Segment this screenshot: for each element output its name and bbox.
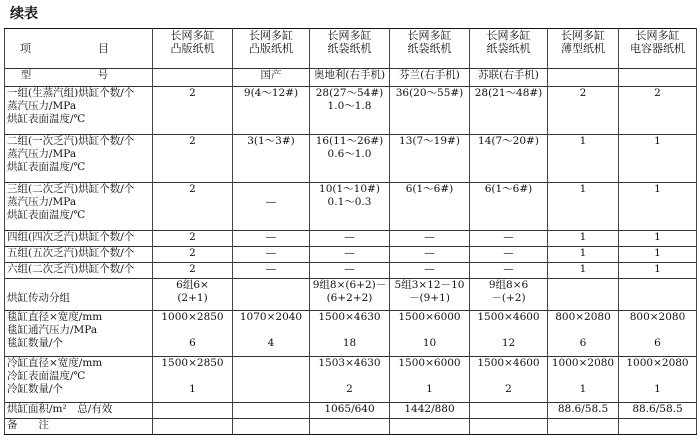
cell-line	[392, 324, 467, 337]
cell-line: 6组6×	[176, 279, 209, 291]
col-subtitle: 电容器纸机	[630, 42, 685, 55]
data-cell	[233, 247, 310, 263]
cell-line: —	[344, 247, 355, 259]
table-row	[5, 357, 697, 403]
data-cell	[548, 403, 619, 419]
cell-line: 1000×2080	[626, 357, 689, 369]
cell-line: —	[344, 231, 355, 243]
table-row	[5, 231, 697, 247]
cell-line: 1500×4630	[318, 311, 381, 323]
model-cell	[390, 69, 470, 87]
cell-line: 9组8×6	[488, 279, 529, 291]
cell-line: 0.6～1.0	[327, 148, 372, 160]
cell-line: 4	[267, 337, 275, 349]
data-cell	[470, 87, 548, 135]
data-cell	[153, 357, 233, 403]
data-cell	[390, 231, 470, 247]
table-row	[5, 69, 697, 87]
cell-line: 6	[189, 337, 196, 349]
data-cell	[310, 403, 390, 419]
col-subtitle: 薄型纸机	[561, 42, 605, 55]
data-cell	[470, 231, 548, 247]
data-cell	[390, 183, 470, 231]
cell-line: 0.1～0.3	[327, 196, 372, 208]
col-subtitle: 纸袋纸机	[407, 42, 452, 55]
model-value	[550, 69, 616, 82]
item-header: 项 目	[20, 42, 137, 55]
cell-line: 2	[189, 135, 196, 147]
cell-line: 1	[189, 383, 196, 395]
col-subtitle: 纸袋纸机	[486, 42, 531, 55]
data-cell	[310, 247, 390, 263]
data-cell	[390, 357, 470, 403]
data-cell	[470, 311, 548, 357]
cell-line: 1503×4630	[318, 357, 381, 369]
data-cell	[310, 183, 390, 231]
model-value: 国产	[260, 69, 282, 81]
col-subtitle: 纸袋纸机	[327, 42, 372, 55]
cell-line: 三组(二次乏汽)烘缸个数/个	[7, 183, 135, 195]
column-header	[619, 29, 697, 69]
model-value: 芬兰(右手机)	[399, 69, 460, 81]
data-cell	[619, 419, 697, 435]
row-label-text: 六组(二次乏汽)烘缸个数/个	[7, 263, 135, 275]
cell-line	[155, 324, 230, 337]
cell-line: 5组3×12－10	[394, 279, 465, 291]
cell-line	[550, 324, 616, 337]
spec-table	[4, 28, 697, 435]
column-header	[153, 29, 233, 69]
cell-line: 冷缸数量/个	[7, 383, 64, 395]
cell-line: (2+1)	[177, 292, 208, 304]
table-row	[5, 29, 697, 69]
data-cell	[390, 135, 470, 183]
cell-line: 毯缸数量/个	[7, 337, 64, 349]
cell-line: (6+2+2)	[326, 292, 373, 304]
data-cell	[153, 263, 233, 279]
data-cell	[548, 135, 619, 183]
cell-line	[392, 370, 467, 383]
row-label	[5, 87, 153, 135]
data-cell	[233, 135, 310, 183]
cell-line: 1	[654, 183, 661, 195]
cell-line: 1442/880	[404, 403, 455, 415]
cell-line: 烘缸表面温度/℃	[7, 161, 86, 173]
data-cell	[548, 279, 619, 311]
table-row	[5, 263, 697, 279]
cell-line: 12	[501, 337, 516, 349]
model-value: 苏联(右手机)	[478, 69, 539, 81]
model-cell	[619, 69, 697, 87]
cell-line	[312, 324, 387, 337]
data-cell	[310, 279, 390, 311]
col-title: 长网多缸	[170, 29, 215, 42]
data-cell	[310, 263, 390, 279]
cell-line: —	[503, 263, 514, 275]
data-cell	[153, 135, 233, 183]
model-cell	[470, 69, 548, 87]
page-title: 续表	[10, 6, 38, 22]
data-cell	[619, 135, 697, 183]
cell-line: 1	[579, 247, 587, 259]
cell-line: 1	[579, 263, 587, 275]
row-label	[5, 247, 153, 263]
cell-line: 1065/640	[324, 403, 375, 415]
cell-line: －(+2)	[491, 292, 526, 304]
cell-line: 蒸汽压力/MPa	[7, 196, 77, 208]
row-label	[5, 419, 153, 435]
cell-line: —	[265, 196, 277, 208]
data-cell	[548, 87, 619, 135]
cell-line: —	[344, 263, 355, 275]
table-row	[5, 403, 697, 419]
cell-line: —	[503, 231, 514, 243]
cell-line: 6	[654, 337, 661, 349]
data-cell	[619, 87, 697, 135]
header-model	[5, 69, 153, 87]
data-cell	[470, 183, 548, 231]
cell-line: 88.6/58.5	[557, 403, 609, 415]
data-cell	[548, 247, 619, 263]
cell-line: 1500×6000	[398, 357, 461, 369]
cell-line: 13(7～19#)	[399, 135, 460, 147]
col-title: 长网多缸	[407, 29, 452, 42]
data-cell	[390, 279, 470, 311]
data-cell	[310, 231, 390, 247]
data-cell	[470, 263, 548, 279]
cell-line: 2	[505, 383, 512, 395]
cell-line: 28(21～48#)	[474, 87, 543, 99]
data-cell	[153, 183, 233, 231]
data-cell	[153, 87, 233, 135]
data-cell	[310, 357, 390, 403]
cell-line: 1	[579, 383, 587, 395]
table-row	[5, 247, 697, 263]
cell-line: —	[265, 231, 277, 243]
col-title: 长网多缸	[327, 29, 372, 42]
row-label	[5, 311, 153, 357]
cell-line: —	[424, 231, 435, 243]
cell-line	[472, 370, 545, 383]
col-subtitle: 凸版纸机	[170, 42, 215, 55]
cell-line: 2	[189, 263, 196, 275]
column-header	[548, 29, 619, 69]
data-cell	[153, 403, 233, 419]
data-cell	[233, 311, 310, 357]
data-cell	[619, 183, 697, 231]
cell-line	[621, 324, 694, 337]
model-cell	[548, 69, 619, 87]
model-cell	[233, 69, 310, 87]
data-cell	[153, 247, 233, 263]
cell-line: 蒸汽压力/MPa	[7, 100, 77, 112]
cell-line: 1	[654, 263, 661, 275]
column-header	[470, 29, 548, 69]
col-title: 长网多缸	[486, 29, 531, 42]
data-cell	[619, 263, 697, 279]
cell-line: 1	[654, 135, 661, 147]
cell-line: 1	[654, 383, 661, 395]
table-row	[5, 279, 697, 311]
data-cell	[619, 357, 697, 403]
cell-line: 2	[189, 183, 196, 195]
cell-line	[621, 370, 694, 383]
cell-line	[472, 403, 545, 416]
data-cell	[390, 263, 470, 279]
data-cell	[619, 403, 697, 419]
data-cell	[310, 87, 390, 135]
cell-line: 1500×2850	[161, 357, 224, 369]
cell-line: 1500×4600	[477, 357, 540, 369]
column-header	[310, 29, 390, 69]
data-cell	[233, 403, 310, 419]
data-cell	[548, 231, 619, 247]
cell-line: 烘缸表面温度/℃	[7, 209, 86, 221]
col-title: 长网多缸	[561, 29, 605, 42]
column-header	[233, 29, 310, 69]
cell-line: 1000×2850	[161, 311, 224, 323]
row-label	[5, 135, 153, 183]
cell-line: 冷缸表面温度/℃	[7, 370, 86, 382]
cell-line: 16(11～26#)	[315, 135, 384, 147]
cell-line: 2	[654, 87, 661, 99]
data-cell	[619, 279, 697, 311]
cell-line: 2	[189, 247, 196, 259]
cell-line: 毯缸直径×宽度/mm	[7, 311, 103, 323]
model-value: 奥地利(右手机)	[313, 69, 386, 81]
cell-line: 2	[189, 231, 196, 243]
cell-line: 1	[579, 231, 587, 243]
row-label	[5, 183, 153, 231]
data-cell	[390, 247, 470, 263]
cell-line: 800×2080	[629, 311, 686, 323]
data-cell	[548, 311, 619, 357]
data-cell	[233, 263, 310, 279]
cell-line: 1.0～1.8	[327, 100, 372, 112]
data-cell	[619, 311, 697, 357]
table-row	[5, 311, 697, 357]
cell-line: 2	[579, 87, 587, 99]
cell-line: 1	[579, 135, 587, 147]
model-cell	[310, 69, 390, 87]
col-title: 长网多缸	[249, 29, 293, 42]
cell-line: 1	[579, 183, 587, 195]
cell-line	[235, 357, 307, 370]
cell-line: 蒸汽压力/MPa	[7, 148, 77, 160]
cell-line	[550, 370, 616, 383]
data-cell	[233, 87, 310, 135]
header-item	[5, 29, 153, 69]
cell-line: 3(1～3#)	[247, 135, 295, 147]
data-cell	[390, 419, 470, 435]
row-label	[5, 279, 153, 311]
data-cell	[153, 311, 233, 357]
cell-line: 6	[579, 337, 587, 349]
data-cell	[470, 403, 548, 419]
model-value	[621, 69, 694, 82]
row-label-text: 四组(四次乏汽)烘缸个数/个	[7, 231, 135, 243]
cell-line: 6(1～6#)	[405, 183, 454, 195]
cell-line: 10	[422, 337, 437, 349]
cell-line	[235, 183, 307, 196]
data-cell	[153, 419, 233, 435]
row-label-text: 烘缸传动分组	[7, 292, 70, 304]
row-label	[5, 231, 153, 247]
cell-line: 二组(一次乏汽)烘缸个数/个	[7, 135, 135, 147]
data-cell	[390, 87, 470, 135]
data-cell	[233, 231, 310, 247]
data-cell	[619, 247, 697, 263]
cell-line: 28(27～54#)	[315, 87, 384, 99]
cell-line: 14(7～20#)	[478, 135, 539, 147]
data-cell	[470, 247, 548, 263]
cell-line: 毯缸通汽压力/MPa	[7, 324, 98, 336]
data-cell	[310, 419, 390, 435]
table-row	[5, 135, 697, 183]
data-cell	[470, 135, 548, 183]
cell-line	[155, 370, 230, 383]
row-label-text: 烘缸面积/m² 总/有效	[7, 403, 113, 415]
data-cell	[233, 279, 310, 311]
data-cell	[310, 311, 390, 357]
cell-line: 6(1～6#)	[484, 183, 533, 195]
data-cell	[619, 231, 697, 247]
cell-line: －(9+1)	[409, 292, 450, 304]
data-cell	[233, 357, 310, 403]
cell-line: 9组8×(6+2)－	[312, 279, 387, 291]
table-row	[5, 183, 697, 231]
cell-line	[155, 403, 230, 416]
cell-line	[235, 403, 307, 416]
cell-line: —	[424, 247, 435, 259]
data-cell	[548, 183, 619, 231]
cell-line: 9(4～12#)	[243, 87, 299, 99]
cell-line: 18	[342, 337, 357, 349]
cell-line: 1500×6000	[398, 311, 461, 323]
cell-line	[621, 279, 694, 292]
cell-line: 冷缸直径×宽度/mm	[7, 357, 103, 369]
cell-line	[312, 370, 387, 383]
cell-line: 1	[654, 247, 661, 259]
cell-line: —	[503, 247, 514, 259]
cell-line: 1500×4600	[477, 311, 540, 323]
row-label	[5, 357, 153, 403]
cell-line	[235, 324, 307, 337]
data-cell	[470, 419, 548, 435]
cell-line: 1	[654, 231, 661, 243]
data-cell	[153, 231, 233, 247]
cell-line: 800×2080	[555, 311, 611, 323]
data-cell	[233, 183, 310, 231]
cell-line	[235, 279, 307, 292]
data-cell	[310, 135, 390, 183]
cell-line	[472, 324, 545, 337]
cell-line: 10(1～10#)	[319, 183, 380, 195]
model-value	[155, 69, 230, 82]
data-cell	[470, 357, 548, 403]
data-cell	[548, 419, 619, 435]
data-cell	[233, 419, 310, 435]
row-label	[5, 403, 153, 419]
table-row	[5, 419, 697, 435]
model-header: 型 号	[20, 69, 137, 81]
cell-line: —	[424, 263, 435, 275]
data-cell	[470, 279, 548, 311]
data-cell	[390, 403, 470, 419]
row-label	[5, 263, 153, 279]
col-subtitle: 凸版纸机	[249, 42, 293, 55]
cell-line: 2	[346, 383, 353, 395]
table-row	[5, 87, 697, 135]
model-cell	[153, 69, 233, 87]
cell-line: 2	[189, 87, 196, 99]
cell-line: 1000×2080	[551, 357, 615, 369]
cell-line: 36(20～55#)	[395, 87, 464, 99]
cell-line: 1070×2040	[239, 311, 303, 323]
cell-line	[550, 279, 616, 292]
notes-label: 备 注	[7, 419, 49, 431]
data-cell	[548, 357, 619, 403]
cell-line: 烘缸表面温度/℃	[7, 113, 86, 125]
cell-line: —	[265, 263, 277, 275]
cell-line: 1	[426, 383, 433, 395]
row-label-text: 五组(五次乏汽)烘缸个数/个	[7, 247, 135, 259]
cell-line: 88.6/58.5	[632, 403, 683, 415]
column-header	[390, 29, 470, 69]
cell-line: 一组(生蒸汽组)烘缸个数/个	[7, 87, 135, 99]
data-cell	[153, 279, 233, 311]
cell-line: —	[265, 247, 277, 259]
col-title: 长网多缸	[635, 29, 680, 42]
data-cell	[548, 263, 619, 279]
data-cell	[390, 311, 470, 357]
